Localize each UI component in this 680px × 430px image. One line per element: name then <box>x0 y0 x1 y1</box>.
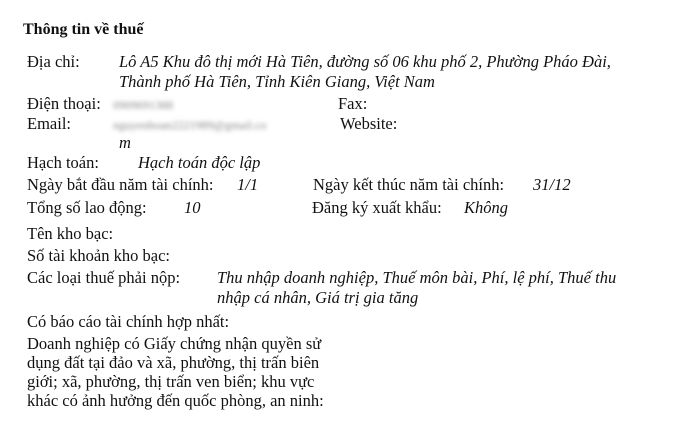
phone-value-blurred <box>113 94 173 115</box>
address-label: Địa chỉ: <box>27 52 80 71</box>
fiscal-start-value: 1/1 <box>237 175 259 194</box>
accounting-label: Hạch toán: <box>27 153 99 172</box>
treasury-name-label: Tên kho bạc: <box>27 224 114 243</box>
section-title: Thông tin về thuế <box>23 21 144 38</box>
email-value-blurred <box>113 114 266 135</box>
taxes-line-2: nhập cá nhân, Giá trị gia tăng <box>217 288 419 307</box>
email-label: Email: <box>27 114 71 133</box>
fiscal-end-label: Ngày kết thúc năm tài chính: <box>313 175 505 194</box>
export-label: Đăng ký xuất khẩu: <box>312 198 442 217</box>
phone-label: Điện thoại: <box>27 94 101 113</box>
export-value: Không <box>464 198 509 217</box>
land-note-line-1: Doanh nghiệp có Giấy chứng nhận quyền sử <box>27 334 322 353</box>
fiscal-end-value: 31/12 <box>533 175 571 194</box>
address-line-2: Thành phố Hà Tiên, Tỉnh Kiên Giang, Việt Nam <box>119 72 435 91</box>
land-note-line-2: dụng đất tại đảo và xã, phường, thị trấn biên <box>27 353 320 372</box>
land-note-line-3: giới; xã, phường, thị trấn ven biển; khu vực <box>27 372 315 391</box>
phone-value: 0909691388 <box>113 98 173 112</box>
taxes-line-1: Thu nhập doanh nghiệp, Thuế môn bài, Phí, lệ phí, Thuế thu <box>217 268 617 287</box>
fax-label: Fax: <box>338 94 368 113</box>
consolidated-label: Có báo cáo tài chính hợp nhất: <box>27 312 230 331</box>
employees-label: Tổng số lao động: <box>27 198 147 217</box>
treasury-account-label: Số tài khoản kho bạc: <box>27 246 170 265</box>
land-note-line-4: khác có ảnh hưởng đến quốc phòng, an ninh: <box>27 391 324 410</box>
employees-value: 10 <box>184 198 201 217</box>
website-label: Website: <box>340 114 398 133</box>
accounting-value: Hạch toán độc lập <box>138 153 261 172</box>
email-value: nguyenhoan2221989@gmail.co <box>113 118 267 132</box>
taxes-label: Các loại thuế phải nộp: <box>27 268 181 287</box>
address-line-1: Lô A5 Khu đô thị mới Hà Tiên, đường số 06 khu phố 2, Phường Pháo Đài, <box>119 52 611 71</box>
email-value-wrap: m <box>119 133 131 152</box>
fiscal-start-label: Ngày bắt đầu năm tài chính: <box>27 175 214 194</box>
